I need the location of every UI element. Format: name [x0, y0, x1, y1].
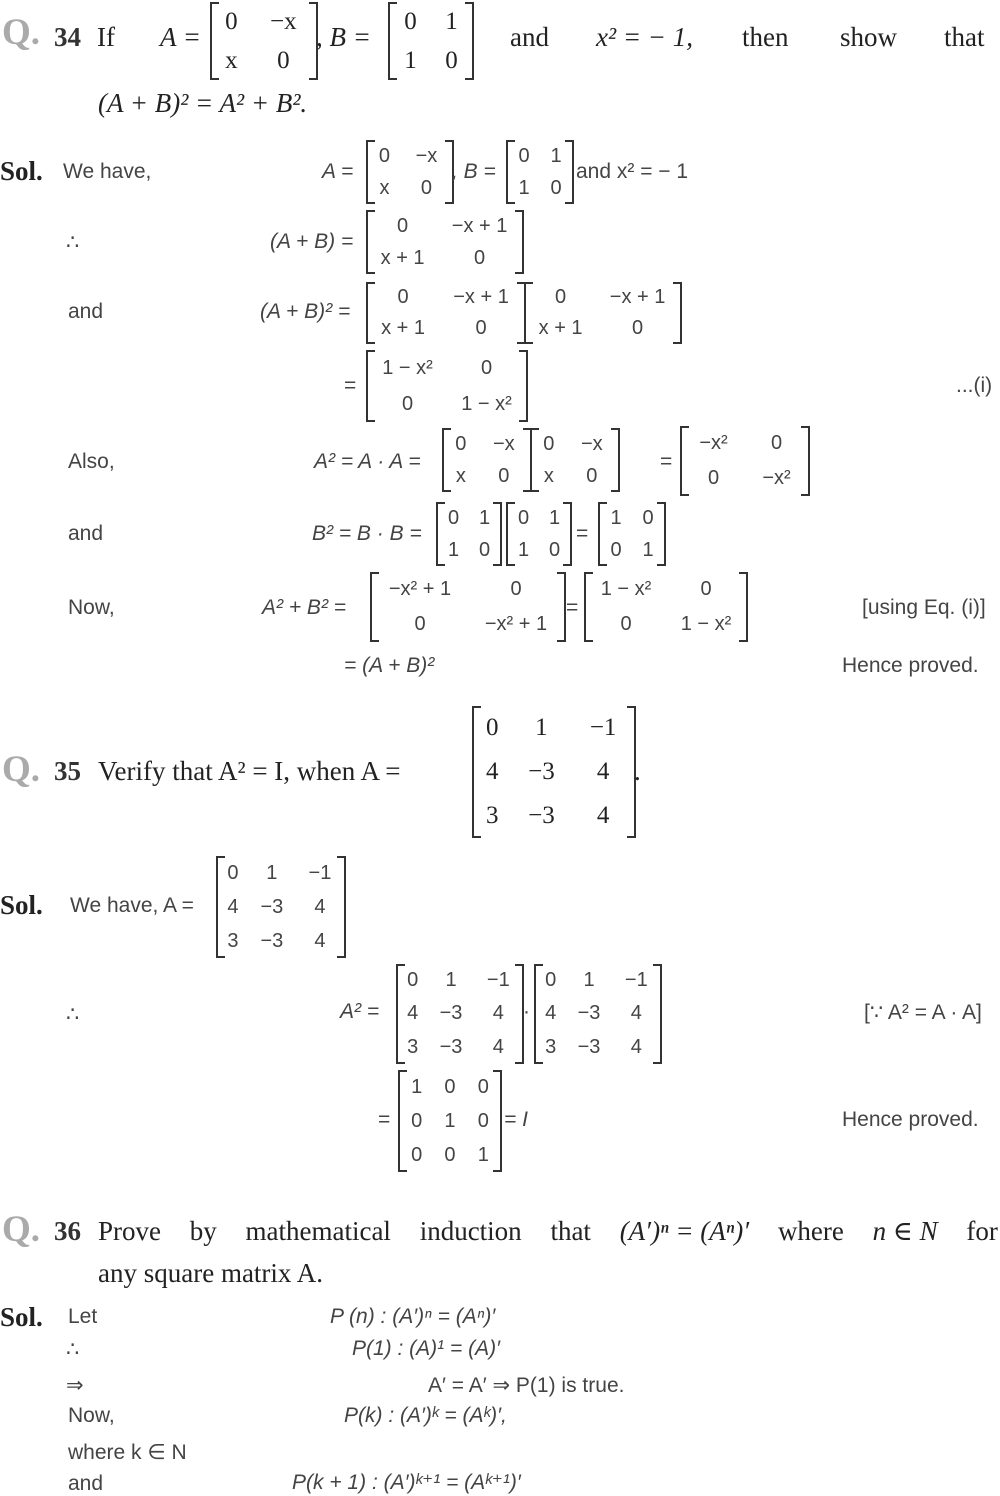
matrix-cell: −3	[260, 895, 284, 918]
matrix-cell: 1	[535, 714, 548, 741]
matrix-cell: −x	[493, 432, 515, 455]
matrix-b	[388, 2, 474, 80]
matrix-cell: 4	[545, 1002, 557, 1025]
question-text: and	[510, 22, 549, 52]
matrix-cell: 0	[770, 432, 783, 454]
matrix-cell: −x + 1	[609, 286, 666, 308]
matrix-cell: 0	[700, 578, 712, 600]
matrix-cell: x	[543, 464, 554, 487]
matrix-cell: 0	[517, 506, 530, 529]
math-expression: , B =	[452, 160, 496, 183]
matrix-cell: 1	[610, 506, 622, 529]
solution-label: Sol.	[0, 1302, 43, 1332]
matrix-cell: 0	[475, 317, 487, 339]
matrix-cell: −1	[486, 969, 510, 992]
matrix-cell: 1	[642, 538, 654, 561]
matrix-result	[366, 350, 528, 422]
question-34-claim: (A + B)² = A² + B².	[98, 88, 308, 118]
matrix-cell: 0	[447, 506, 460, 529]
question-36-line-2: any square matrix A.	[98, 1258, 323, 1288]
question-number: 34	[54, 22, 81, 52]
equals-sign: =	[576, 522, 589, 545]
therefore-symbol: ∴	[66, 1338, 80, 1361]
matrix-b	[506, 140, 574, 204]
matrix-cell: −1	[589, 714, 617, 741]
matrix-cell: 3	[227, 929, 239, 952]
matrix-cell: 0	[444, 1075, 456, 1098]
matrix-cell: 0	[404, 7, 417, 35]
matrix-cell: 4	[314, 895, 326, 918]
matrix-cell: 0	[550, 176, 562, 199]
question-text: that	[550, 1216, 591, 1246]
matrix-cell: 0	[455, 432, 467, 455]
matrix-cell: 1	[444, 1109, 456, 1132]
matrix-cell: 3	[486, 802, 499, 829]
solution-text: Also,	[68, 450, 115, 473]
matrix-a	[396, 964, 524, 1064]
math-expression: n ∈ N	[872, 1216, 938, 1246]
solution-text: and	[68, 522, 104, 545]
matrix-cell: 0	[478, 538, 491, 561]
solution-label: Sol.	[0, 890, 43, 920]
matrix-cell: 1	[266, 861, 278, 884]
matrix-cell: 4	[492, 1035, 504, 1058]
matrix-cell: −3	[577, 1035, 601, 1058]
matrix-cell: x + 1	[381, 317, 425, 339]
question-36-line-1	[98, 1216, 998, 1247]
matrix-cell: −3	[528, 802, 555, 829]
matrix-a-plus-b	[366, 282, 526, 344]
matrix-cell: 4	[486, 758, 499, 785]
question-text: Verify that A² = I, when A =	[98, 756, 401, 786]
matrix-cell: x + 1	[380, 246, 425, 269]
hence-proved: Hence proved.	[842, 654, 979, 677]
solution-text: We have, A =	[70, 894, 194, 917]
equation-reference: [using Eq. (i)]	[862, 596, 986, 619]
matrix-cell: 0	[474, 246, 486, 269]
matrix-cell: −3	[439, 1035, 463, 1058]
question-text: .	[634, 756, 641, 786]
matrix-cell: 1	[447, 538, 460, 561]
math-expression: = I	[504, 1108, 528, 1131]
math-expression: x² = − 1,	[596, 22, 694, 52]
matrix-cell: 0	[543, 432, 555, 455]
matrix-cell: −1	[624, 969, 648, 992]
question-text: for	[966, 1216, 998, 1246]
question-34-line-1	[0, 14, 1000, 60]
matrix-cell: 1 − x²	[680, 613, 732, 635]
math-expression: (A + B) =	[270, 230, 354, 253]
matrix-identity	[398, 1070, 502, 1172]
matrix-cell: x + 1	[538, 317, 583, 339]
solution-text: and	[68, 1472, 104, 1495]
math-expression: A² =	[340, 1000, 380, 1023]
math-expression: A² + B² =	[262, 596, 347, 619]
question-number: 36	[54, 1216, 81, 1246]
matrix-cell: 1	[550, 144, 562, 167]
matrix-cell: 1 − x²	[461, 392, 512, 415]
matrix-cell: 1	[548, 506, 561, 529]
matrix-cell: 0	[498, 464, 510, 487]
equals-sign: =	[566, 596, 579, 619]
matrix-a	[216, 856, 346, 958]
question-text: where	[777, 1216, 844, 1246]
matrix-a	[534, 964, 662, 1064]
matrix-sum	[370, 572, 566, 642]
matrix-cell: −x²	[762, 467, 791, 489]
matrix-a	[530, 428, 620, 492]
matrix-cell: 4	[314, 929, 326, 952]
matrix-identity	[598, 502, 666, 566]
matrix-cell: 0	[548, 538, 561, 561]
matrix-cell: 0	[610, 538, 622, 561]
matrix-cell: 1	[518, 176, 530, 199]
math-expression: A =	[160, 22, 201, 52]
solution-text: Now,	[68, 596, 115, 619]
matrix-cell: 0	[545, 969, 557, 992]
matrix-cell: 0	[477, 1109, 489, 1132]
matrix-cell: 0	[632, 317, 644, 339]
matrix-cell: −x	[270, 7, 297, 35]
matrix-cell: 0	[407, 969, 419, 992]
therefore-symbol: ∴	[66, 1003, 80, 1026]
matrix-cell: 0	[414, 613, 426, 635]
matrix-cell: 4	[630, 1035, 642, 1058]
matrix-cell: 0	[397, 286, 409, 308]
question-number: 35	[54, 756, 81, 786]
matrix-cell: 1 − x²	[600, 578, 652, 600]
matrix-result	[680, 426, 810, 496]
matrix-a	[210, 2, 318, 80]
matrix-cell: −x	[415, 144, 438, 167]
matrix-cell: 4	[407, 1002, 419, 1025]
matrix-cell: −3	[439, 1002, 463, 1025]
math-expression: (A′)ⁿ = (Aⁿ)′	[619, 1216, 750, 1246]
matrix-cell: x	[455, 464, 466, 487]
matrix-cell: 4	[227, 895, 239, 918]
math-expression: A² = A · A =	[314, 450, 421, 473]
equals-sign: =	[660, 450, 673, 473]
matrix-cell: −x² + 1	[388, 578, 452, 600]
matrix-cell: x	[379, 176, 390, 199]
matrix-cell: 0	[555, 286, 567, 308]
matrix-cell: 1	[477, 1143, 489, 1166]
question-text: by	[189, 1216, 217, 1246]
matrix-cell: 0	[586, 464, 598, 487]
matrix-cell: 0	[420, 176, 433, 199]
matrix-cell: −1	[308, 861, 332, 884]
question-mark-label: Q.	[2, 12, 41, 53]
matrix-cell: 4	[596, 802, 610, 829]
math-expression: A′ = A′ ⇒ P(1) is true.	[428, 1374, 625, 1397]
solution-label: Sol.	[0, 156, 43, 186]
matrix-cell: 0	[225, 7, 238, 35]
matrix-cell: −x	[581, 432, 603, 455]
matrix-cell: 0	[486, 714, 499, 741]
math-expression: B² = B · B =	[312, 522, 422, 545]
matrix-cell: 0	[378, 144, 391, 167]
equation-reference: [∵ A² = A · A]	[864, 1001, 982, 1024]
matrix-cell: 0	[444, 1143, 456, 1166]
therefore-symbol: ∴	[66, 231, 80, 254]
question-text: If	[97, 22, 115, 52]
matrix-cell: 0	[518, 144, 530, 167]
matrix-a	[472, 706, 636, 838]
question-text: induction	[419, 1216, 522, 1246]
matrix-cell: 1	[411, 1075, 423, 1098]
matrix-a-plus-b	[524, 282, 682, 344]
matrix-cell: 4	[630, 1002, 642, 1025]
question-text: that	[944, 22, 985, 52]
matrix-a	[366, 140, 454, 204]
hence-proved: Hence proved.	[842, 1108, 979, 1131]
question-text: then	[742, 22, 789, 52]
math-expression: P(1) : (A)¹ = (A)′	[352, 1337, 501, 1360]
matrix-cell: x	[225, 46, 238, 74]
question-text: Prove	[98, 1216, 161, 1246]
matrix-cell: 1	[583, 969, 595, 992]
math-expression: (A + B)² =	[260, 300, 351, 323]
matrix-cell: 0	[445, 46, 458, 74]
matrix-cell: 3	[407, 1035, 419, 1058]
implies-symbol: ⇒	[66, 1374, 84, 1397]
matrix-cell: 0	[620, 613, 632, 635]
matrix-cell: −3	[577, 1002, 601, 1025]
matrix-cell: 4	[492, 1002, 504, 1025]
matrix-cell: −x² + 1	[484, 613, 548, 635]
matrix-a-plus-b	[366, 210, 524, 274]
math-expression: and x² = − 1	[576, 160, 689, 183]
math-expression: P(k) : (A′)ᵏ = (Aᵏ)′,	[344, 1404, 507, 1427]
matrix-cell: 1	[478, 506, 491, 529]
equals-sign: =	[344, 374, 357, 397]
math-expression: A =	[322, 160, 354, 183]
matrix-cell: 0	[480, 356, 493, 379]
matrix-cell: −x + 1	[453, 286, 509, 308]
matrix-cell: 1	[517, 538, 530, 561]
matrix-cell: 0	[411, 1109, 423, 1132]
matrix-cell: 0	[477, 1075, 489, 1098]
solution-text: Now,	[68, 1404, 115, 1427]
matrix-cell: 1 − x²	[382, 356, 433, 379]
matrix-b	[506, 502, 572, 566]
matrix-cell: 0	[642, 506, 654, 529]
question-mark-label: Q.	[2, 1209, 41, 1250]
question-text: show	[840, 22, 898, 52]
solution-text: and	[68, 300, 104, 323]
math-expression: , B =	[316, 22, 371, 52]
matrix-cell: 0	[401, 392, 414, 415]
solution-text: Let	[68, 1305, 98, 1328]
matrix-cell: −3	[260, 929, 284, 952]
matrix-cell: −3	[528, 758, 555, 785]
matrix-cell: 1	[445, 969, 457, 992]
matrix-cell: 0	[411, 1143, 423, 1166]
question-mark-label: Q.	[2, 749, 41, 790]
matrix-b	[436, 502, 502, 566]
matrix-cell: 0	[227, 861, 239, 884]
matrix-cell: −x²	[699, 432, 728, 454]
math-expression: = (A + B)²	[344, 654, 435, 677]
matrix-cell: 3	[545, 1035, 557, 1058]
math-expression: P(k + 1) : (A′)ᵏ⁺¹ = (Aᵏ⁺¹)′	[292, 1471, 521, 1494]
solution-text: We have,	[63, 160, 152, 183]
question-text: mathematical	[245, 1216, 391, 1246]
matrix-cell: 0	[397, 214, 409, 237]
matrix-a	[442, 428, 532, 492]
dot-operator: ·	[523, 1000, 530, 1023]
matrix-cell: 0	[707, 467, 720, 489]
matrix-cell: 4	[596, 758, 610, 785]
equation-reference: ...(i)	[956, 374, 993, 397]
matrix-cell: 0	[277, 46, 290, 74]
math-expression: P (n) : (A′)ⁿ = (Aⁿ)′	[330, 1305, 496, 1328]
matrix-cell: −x + 1	[451, 214, 508, 237]
matrix-cell: 1	[404, 46, 417, 74]
solution-text: where k ∈ N	[68, 1441, 187, 1464]
matrix-cell: 0	[510, 578, 522, 600]
matrix-result	[584, 572, 748, 642]
equals-sign: =	[378, 1108, 391, 1131]
matrix-cell: 1	[445, 7, 458, 35]
